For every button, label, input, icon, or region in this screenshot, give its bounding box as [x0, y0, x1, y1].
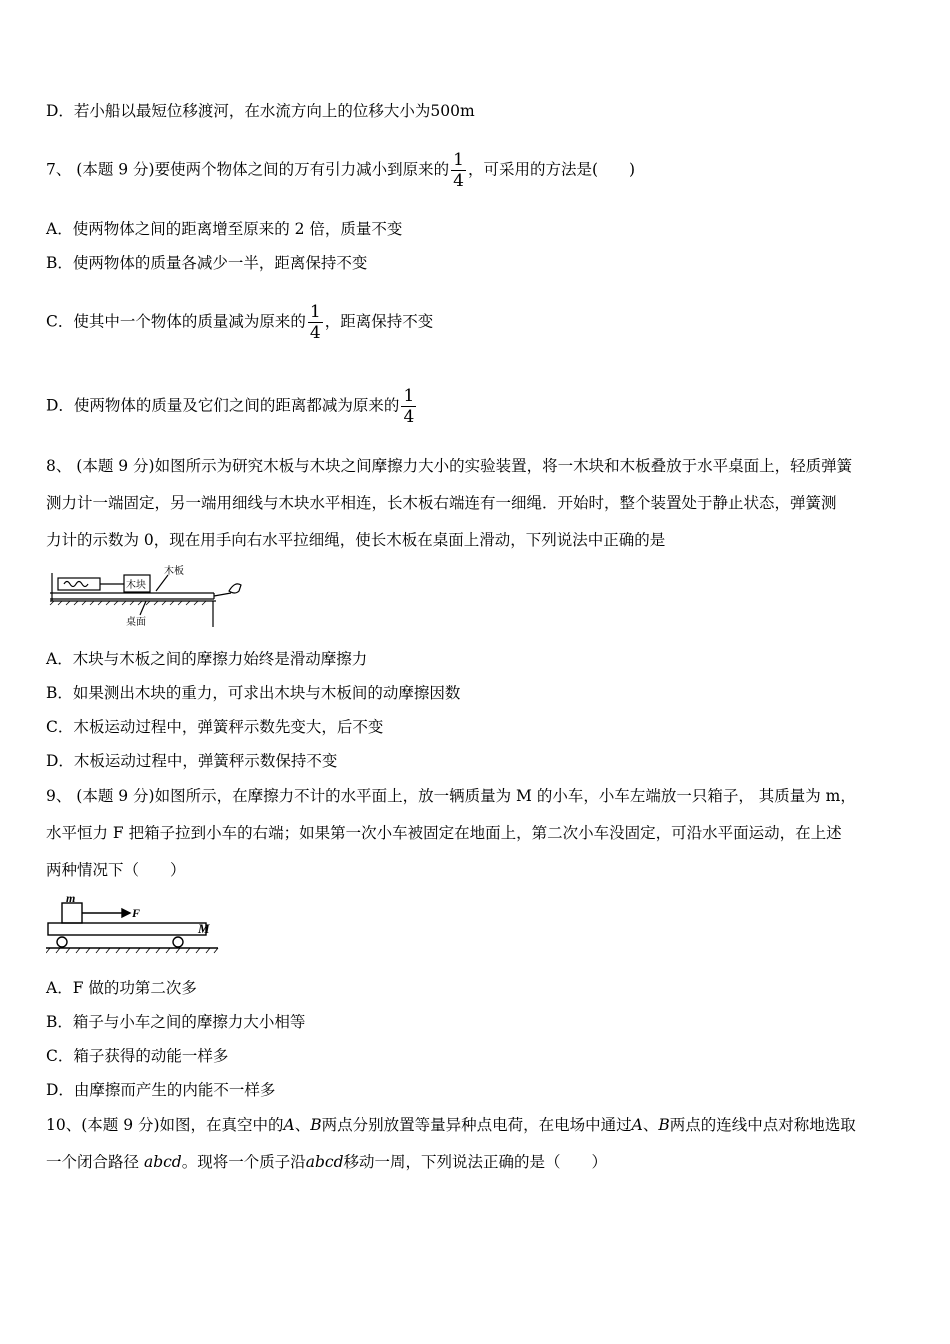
- q9-stem-line1: 9、 (本题 9 分)如图所示，在摩擦力不计的水平面上，放一辆质量为 M 的小车，小车左端放一只箱子， 其质量为 m，: [46, 787, 856, 805]
- q8-stem-line2: 测力计一端固定，另一端用细线与木块水平相连，长木板右端连有一细绳．开始时，整个装置处于静止状态，弹簧测: [46, 494, 837, 512]
- separator: 、: [642, 1116, 659, 1134]
- q7-option-c: [46, 302, 433, 343]
- fraction-one-quarter: $\frac{1}{4}$: [403, 386, 415, 427]
- q8-option-d: D．木板运动过程中，弹簧秤示数保持不变: [46, 752, 338, 770]
- q6-option-d: D．若小船以最短位移渡河，在水流方向上的位移大小为500m: [46, 102, 475, 120]
- q7-option-b: B．使两物体的质量各减少一半，距离保持不变: [46, 254, 368, 272]
- q10-text-5: 。现将一个质子沿: [181, 1153, 306, 1171]
- point-a: A: [283, 1116, 295, 1134]
- q9-option-a: A．F 做的功第二次多: [46, 979, 197, 997]
- q7-option-c-post: ，距离保持不变: [324, 312, 434, 331]
- q9-option-d: D．由摩擦而产生的内能不一样多: [46, 1081, 276, 1099]
- fig-label-F: F: [132, 906, 141, 920]
- q7-option-c-pre: C．使其中一个物体的质量减为原来的: [46, 312, 306, 331]
- q10-text-6: 移动一周，下列说法正确的是（ ）: [343, 1153, 608, 1171]
- q8-option-a: A．木块与木板之间的摩擦力始终是滑动摩擦力: [46, 650, 368, 668]
- q9-option-b: B．箱子与小车之间的摩擦力大小相等: [46, 1013, 306, 1031]
- fraction-one-quarter: $\frac{1}{4}$: [453, 150, 464, 191]
- q10-stem-line1: [46, 1114, 856, 1136]
- point-a: A: [631, 1116, 643, 1134]
- q8-friction-apparatus-figure: [46, 565, 251, 630]
- fig-label-block: 木块: [126, 580, 146, 591]
- q9-option-c: C．箱子获得的动能一样多: [46, 1047, 229, 1065]
- q7-stem: [46, 150, 635, 191]
- separator: 、: [294, 1116, 311, 1134]
- fig-label-m: m: [66, 893, 76, 905]
- fig-label-table: 桌面: [126, 617, 146, 628]
- q7-stem-post: ，可采用的方法是( ): [467, 160, 636, 179]
- q7-option-d: [46, 386, 418, 427]
- q10-text-3: 两点的连线中点对称地选取: [669, 1116, 856, 1134]
- q8-option-b: B．如果测出木块的重力，可求出木块与木板间的动摩擦因数: [46, 684, 461, 702]
- fraction-one-quarter: $\frac{1}{4}$: [309, 302, 321, 343]
- q7-option-a: A．使两物体之间的距离增至原来的 2 倍，质量不变: [46, 220, 403, 238]
- q10-text-4: 一个闭合路径: [46, 1153, 140, 1171]
- point-b: B: [310, 1116, 322, 1134]
- q8-stem-line1: 8、 (本题 9 分)如图所示为研究木板与木块之间摩擦力大小的实验装置，将一木块和木板叠放于水平桌面上，轻质弹簧: [46, 457, 853, 475]
- q10-text-2: 两点分别放置等量异种点电荷，在电场中通过: [321, 1116, 632, 1134]
- point-b: B: [658, 1116, 670, 1134]
- q10-text-1: 10、(本题 9 分)如图，在真空中的: [46, 1116, 284, 1134]
- q8-option-c: C．木板运动过程中，弹簧秤示数先变大，后不变: [46, 718, 384, 736]
- path-abcd: abcd: [305, 1153, 344, 1171]
- q10-stem-line2: [46, 1151, 607, 1173]
- q9-box-on-cart-figure: [46, 893, 226, 955]
- fig-label-board: 木板: [164, 566, 184, 577]
- q9-stem-line3: 两种情况下（ ）: [46, 861, 186, 879]
- q8-stem-line3: 力计的示数为 0，现在用手向右水平拉细绳，使长木板在桌面上滑动，下列说法中正确的是: [46, 531, 666, 549]
- q7-option-d-pre: D．使两物体的质量及它们之间的距离都减为原来的: [46, 396, 400, 415]
- path-abcd: abcd: [143, 1153, 182, 1171]
- q7-stem-pre: 7、 (本题 9 分)要使两个物体之间的万有引力减小到原来的: [46, 160, 450, 179]
- q9-stem-line2: 水平恒力 F 把箱子拉到小车的右端；如果第一次小车被固定在地面上，第二次小车没固定，可沿水平面运动，在上述: [46, 824, 842, 842]
- fig-label-M: M: [198, 921, 210, 936]
